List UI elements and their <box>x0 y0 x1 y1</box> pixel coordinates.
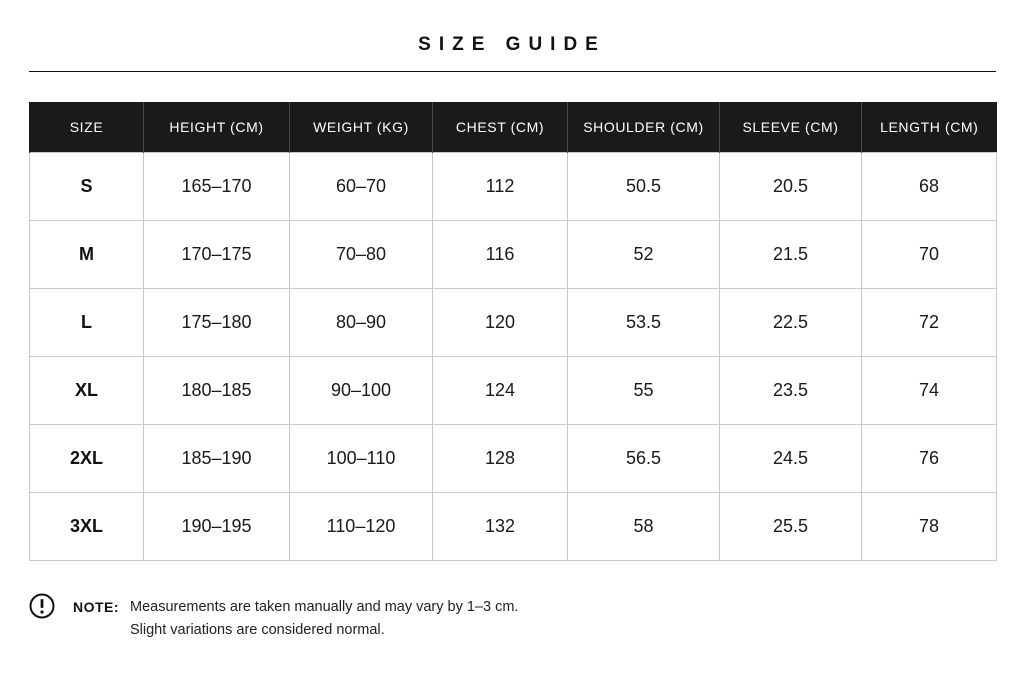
note-text: Measurements are taken manually and may vary by 1–3 cm. <box>130 599 519 615</box>
weight-cell: 90–100 <box>290 357 433 425</box>
table-row <box>30 493 997 561</box>
shoulder-cell: 53.5 <box>568 289 720 357</box>
sleeve-cell: 22.5 <box>720 289 862 357</box>
chest-cell: 128 <box>433 425 568 493</box>
size-cell: 3XL <box>30 493 144 561</box>
size-cell: M <box>30 221 144 289</box>
title-divider <box>29 71 996 72</box>
shoulder-cell: 55 <box>568 357 720 425</box>
chest-cell: 124 <box>433 357 568 425</box>
table-row <box>30 357 997 425</box>
page-title: SIZE GUIDE <box>418 34 606 55</box>
chest-cell: 112 <box>433 153 568 221</box>
length-cell: 68 <box>862 153 997 221</box>
height-cell: 165–170 <box>144 153 290 221</box>
height-cell: 180–185 <box>144 357 290 425</box>
table-header-row <box>30 102 997 153</box>
size-cell: XL <box>30 357 144 425</box>
height-cell: 175–180 <box>144 289 290 357</box>
length-cell: 78 <box>862 493 997 561</box>
weight-cell: 100–110 <box>290 425 433 493</box>
sleeve-cell: 23.5 <box>720 357 862 425</box>
column-header-weight: WEIGHT (KG) <box>290 102 433 153</box>
length-cell: 72 <box>862 289 997 357</box>
table-row <box>30 153 997 221</box>
note-text: Slight variations are considered normal. <box>130 622 385 638</box>
weight-cell: 70–80 <box>290 221 433 289</box>
size-cell: 2XL <box>30 425 144 493</box>
shoulder-cell: 56.5 <box>568 425 720 493</box>
size-guide-table <box>29 102 997 561</box>
sleeve-cell: 20.5 <box>720 153 862 221</box>
shoulder-cell: 58 <box>568 493 720 561</box>
column-header-shoulder: SHOULDER (CM) <box>568 102 720 153</box>
length-cell: 74 <box>862 357 997 425</box>
length-cell: 76 <box>862 425 997 493</box>
column-header-size: SIZE <box>30 102 144 153</box>
chest-cell: 120 <box>433 289 568 357</box>
height-cell: 190–195 <box>144 493 290 561</box>
height-cell: 170–175 <box>144 221 290 289</box>
size-cell: L <box>30 289 144 357</box>
column-header-length: LENGTH (CM) <box>862 102 997 153</box>
size-cell: S <box>30 153 144 221</box>
weight-cell: 60–70 <box>290 153 433 221</box>
shoulder-cell: 52 <box>568 221 720 289</box>
chest-cell: 132 <box>433 493 568 561</box>
measurement-note <box>29 593 729 653</box>
table-row <box>30 221 997 289</box>
sleeve-cell: 21.5 <box>720 221 862 289</box>
sleeve-cell: 25.5 <box>720 493 862 561</box>
length-cell: 70 <box>862 221 997 289</box>
column-header-sleeve: SLEEVE (CM) <box>720 102 862 153</box>
height-cell: 185–190 <box>144 425 290 493</box>
column-header-height: HEIGHT (CM) <box>144 102 290 153</box>
chest-cell: 116 <box>433 221 568 289</box>
note-heading: NOTE: <box>73 599 120 615</box>
sleeve-cell: 24.5 <box>720 425 862 493</box>
table-row <box>30 289 997 357</box>
weight-cell: 110–120 <box>290 493 433 561</box>
table-row <box>30 425 997 493</box>
weight-cell: 80–90 <box>290 289 433 357</box>
column-header-chest: CHEST (CM) <box>433 102 568 153</box>
shoulder-cell: 50.5 <box>568 153 720 221</box>
exclamation-circle-icon <box>29 593 55 619</box>
